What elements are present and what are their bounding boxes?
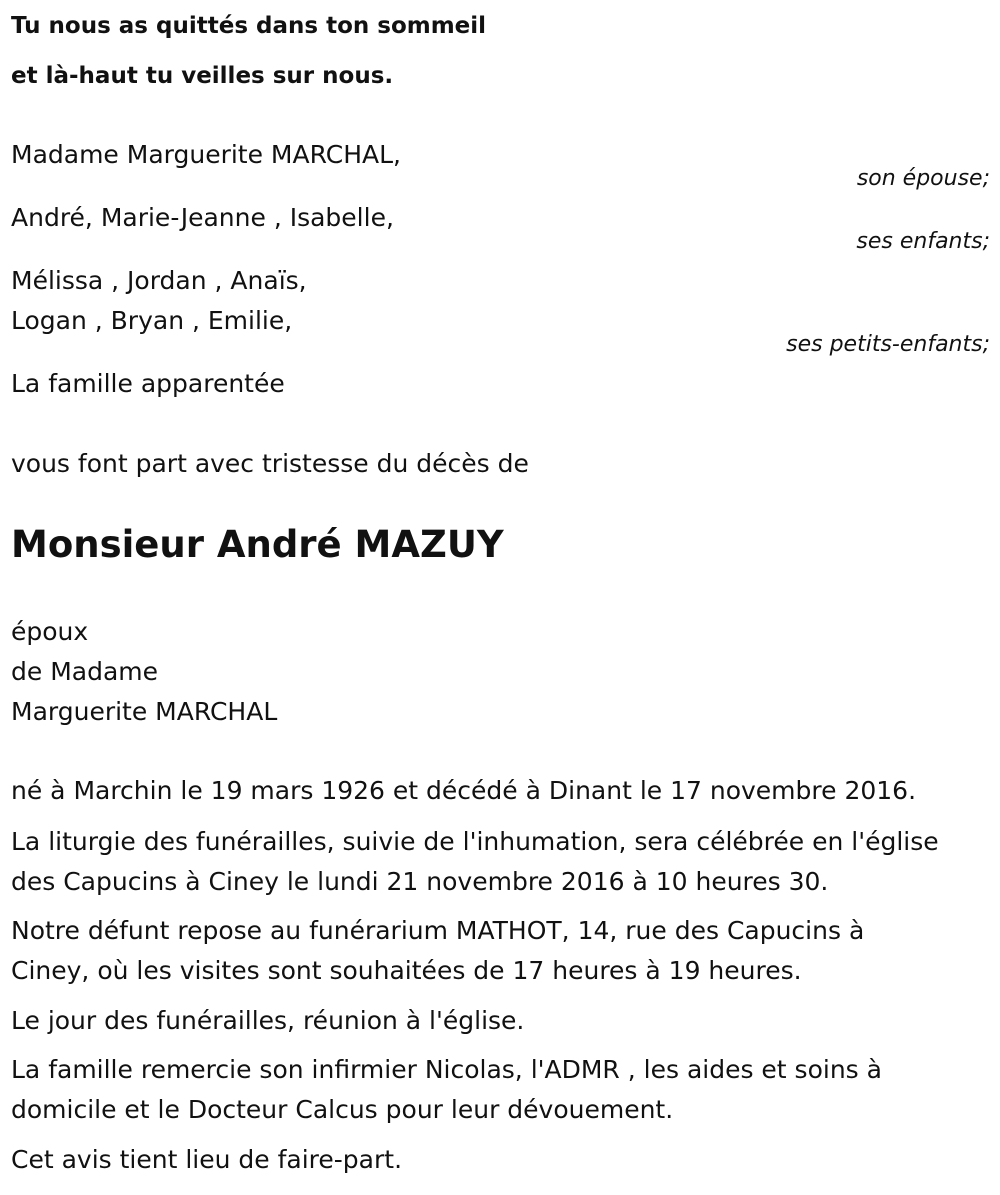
- birth-death-text: né à Marchin le 19 mars 1926 et décédé à Dinant le 17 novembre 2016.: [11, 776, 917, 805]
- grandchildren-role: ses petits-enfants;: [786, 332, 990, 357]
- meeting-text: Le jour des funérailles, réunion à l'église.: [11, 1006, 525, 1035]
- rest-line-1: Notre défunt repose au funérarium MATHOT, 14, rue des Capucins à: [11, 916, 865, 945]
- spouse-role: son épouse;: [856, 166, 990, 191]
- closing-text: Cet avis tient lieu de faire-part.: [11, 1145, 403, 1174]
- children-names: André, Marie-Jeanne , Isabelle,: [11, 203, 394, 232]
- grandchildren-line-1: Mélissa , Jordan , Anaïs,: [11, 266, 307, 295]
- liturgy-line-1: La liturgie des funérailles, suivie de l'inhumation, sera célébrée en l'église: [11, 827, 939, 856]
- deceased-name: Monsieur André MAZUY: [11, 523, 504, 566]
- liturgy-line-2: des Capucins à Ciney le lundi 21 novembre 2016 à 10 heures 30.: [11, 867, 829, 896]
- announcement-text: vous font part avec tristesse du décès de: [11, 449, 529, 478]
- spouse-name: Madame Marguerite MARCHAL,: [11, 140, 401, 169]
- thanks-line-1: La famille remercie son infirmier Nicolas, l'ADMR , les aides et soins à: [11, 1055, 882, 1084]
- relation-line-3: Marguerite MARCHAL: [11, 697, 278, 726]
- rest-line-2: Ciney, où les visites sont souhaitées de 17 heures à 19 heures.: [11, 956, 802, 985]
- relation-line-2: de Madame: [11, 657, 159, 686]
- children-role: ses enfants;: [856, 229, 990, 254]
- thanks-line-2: domicile et le Docteur Calcus pour leur dévouement.: [11, 1095, 674, 1124]
- extended-family: La famille apparentée: [11, 369, 285, 398]
- epitaph-line-2: et là-haut tu veilles sur nous.: [11, 63, 394, 89]
- relation-line-1: époux: [11, 617, 89, 646]
- epitaph-line-1: Tu nous as quittés dans ton sommeil: [11, 13, 487, 39]
- grandchildren-line-2: Logan , Bryan , Emilie,: [11, 306, 293, 335]
